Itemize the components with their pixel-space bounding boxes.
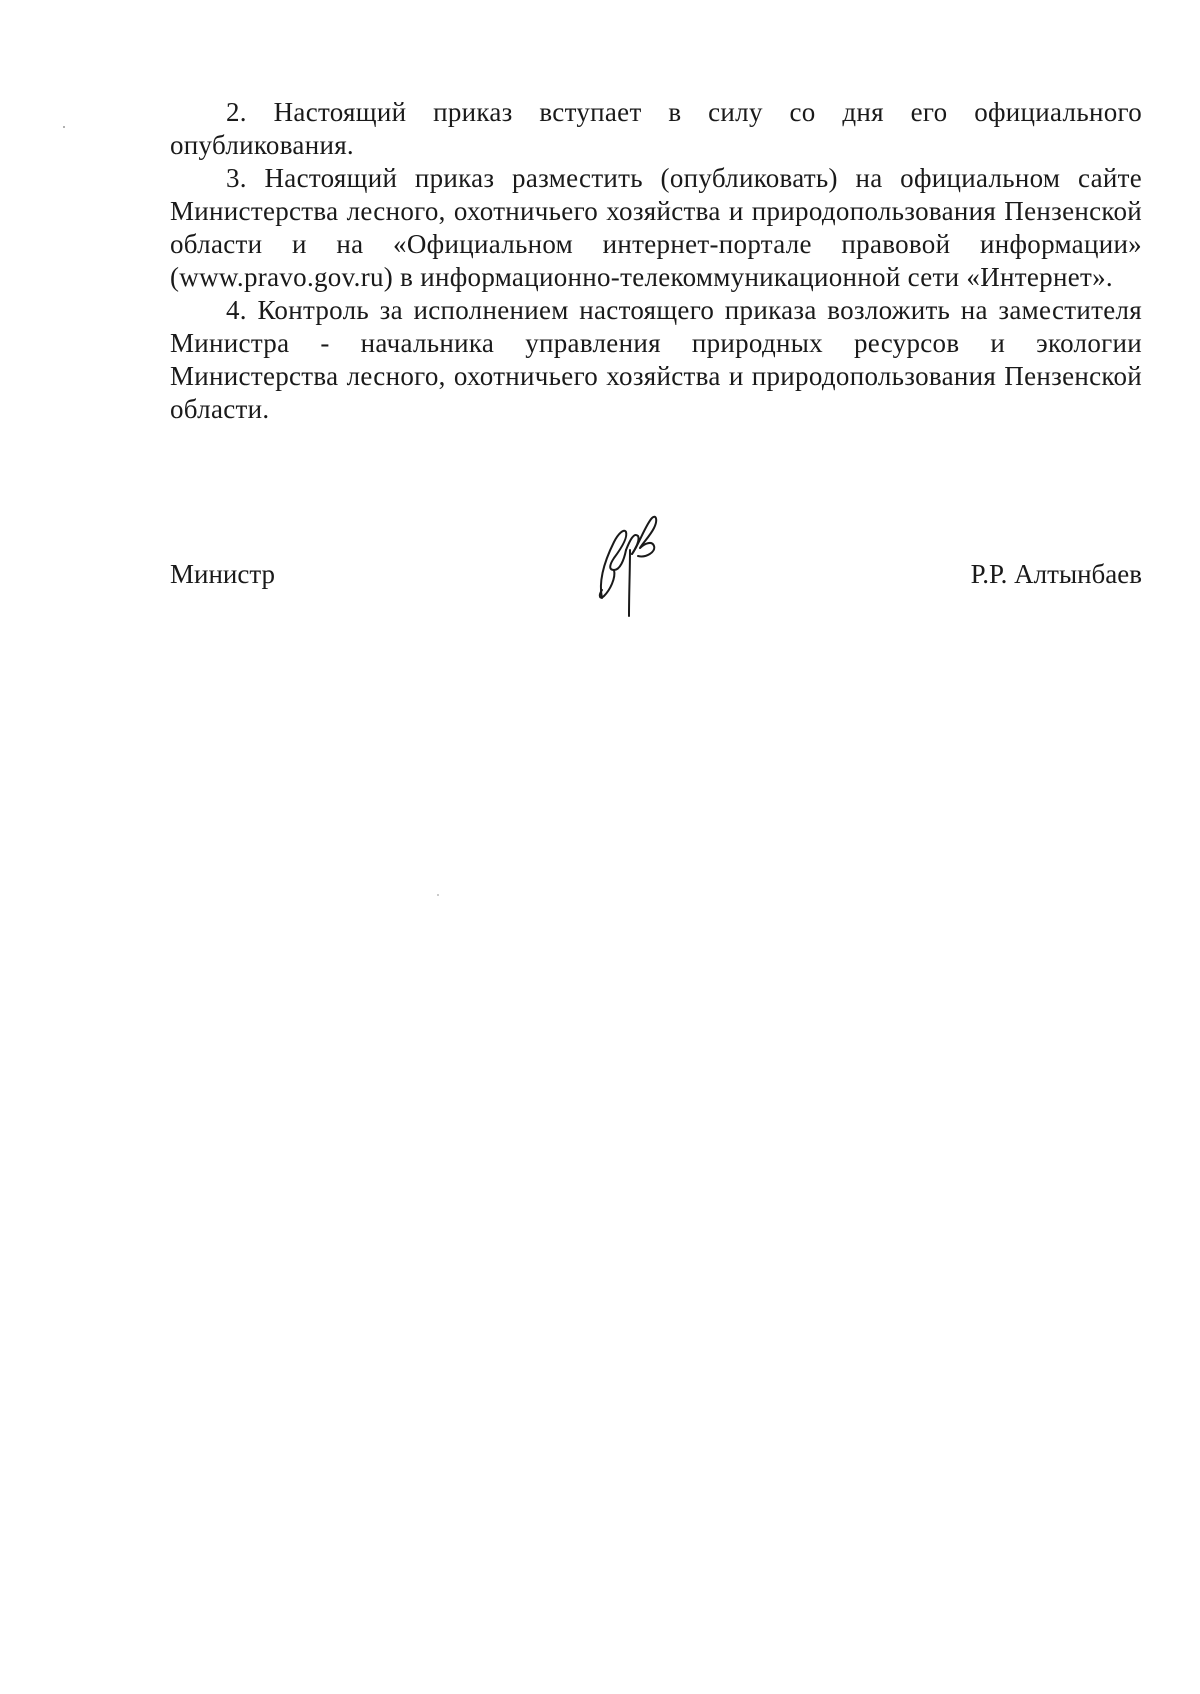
handwritten-signature: [580, 510, 670, 620]
paragraph-4: 4. Контроль за исполнением настоящего приказа возложить на заместителя Министра - начальника управления природных ресурсов и экологии Министерства лесного, охотничьего хозяйства и природопользования Пензенской области.: [170, 295, 1142, 424]
paragraph-3: 3. Настоящий приказ разместить (опубликовать) на официальном сайте Министерства лесного, охотничьего хозяйства и природопользования Пензенской области и на «Официальном интернет-портале правовой информации» (www.pravo.gov.ru) в информационно-телекоммуникационной сети «Интернет».: [170, 163, 1142, 292]
order-body: [170, 96, 1142, 426]
scan-speck: [437, 894, 439, 896]
scan-speck: [63, 126, 65, 128]
signature-block: [170, 510, 1142, 620]
signatory-position: Министр: [170, 559, 275, 589]
signatory-name: Р.Р. Алтынбаев: [970, 559, 1142, 589]
paragraph-2: 2. Настоящий приказ вступает в силу со дня его официального опубликования.: [170, 97, 1142, 160]
